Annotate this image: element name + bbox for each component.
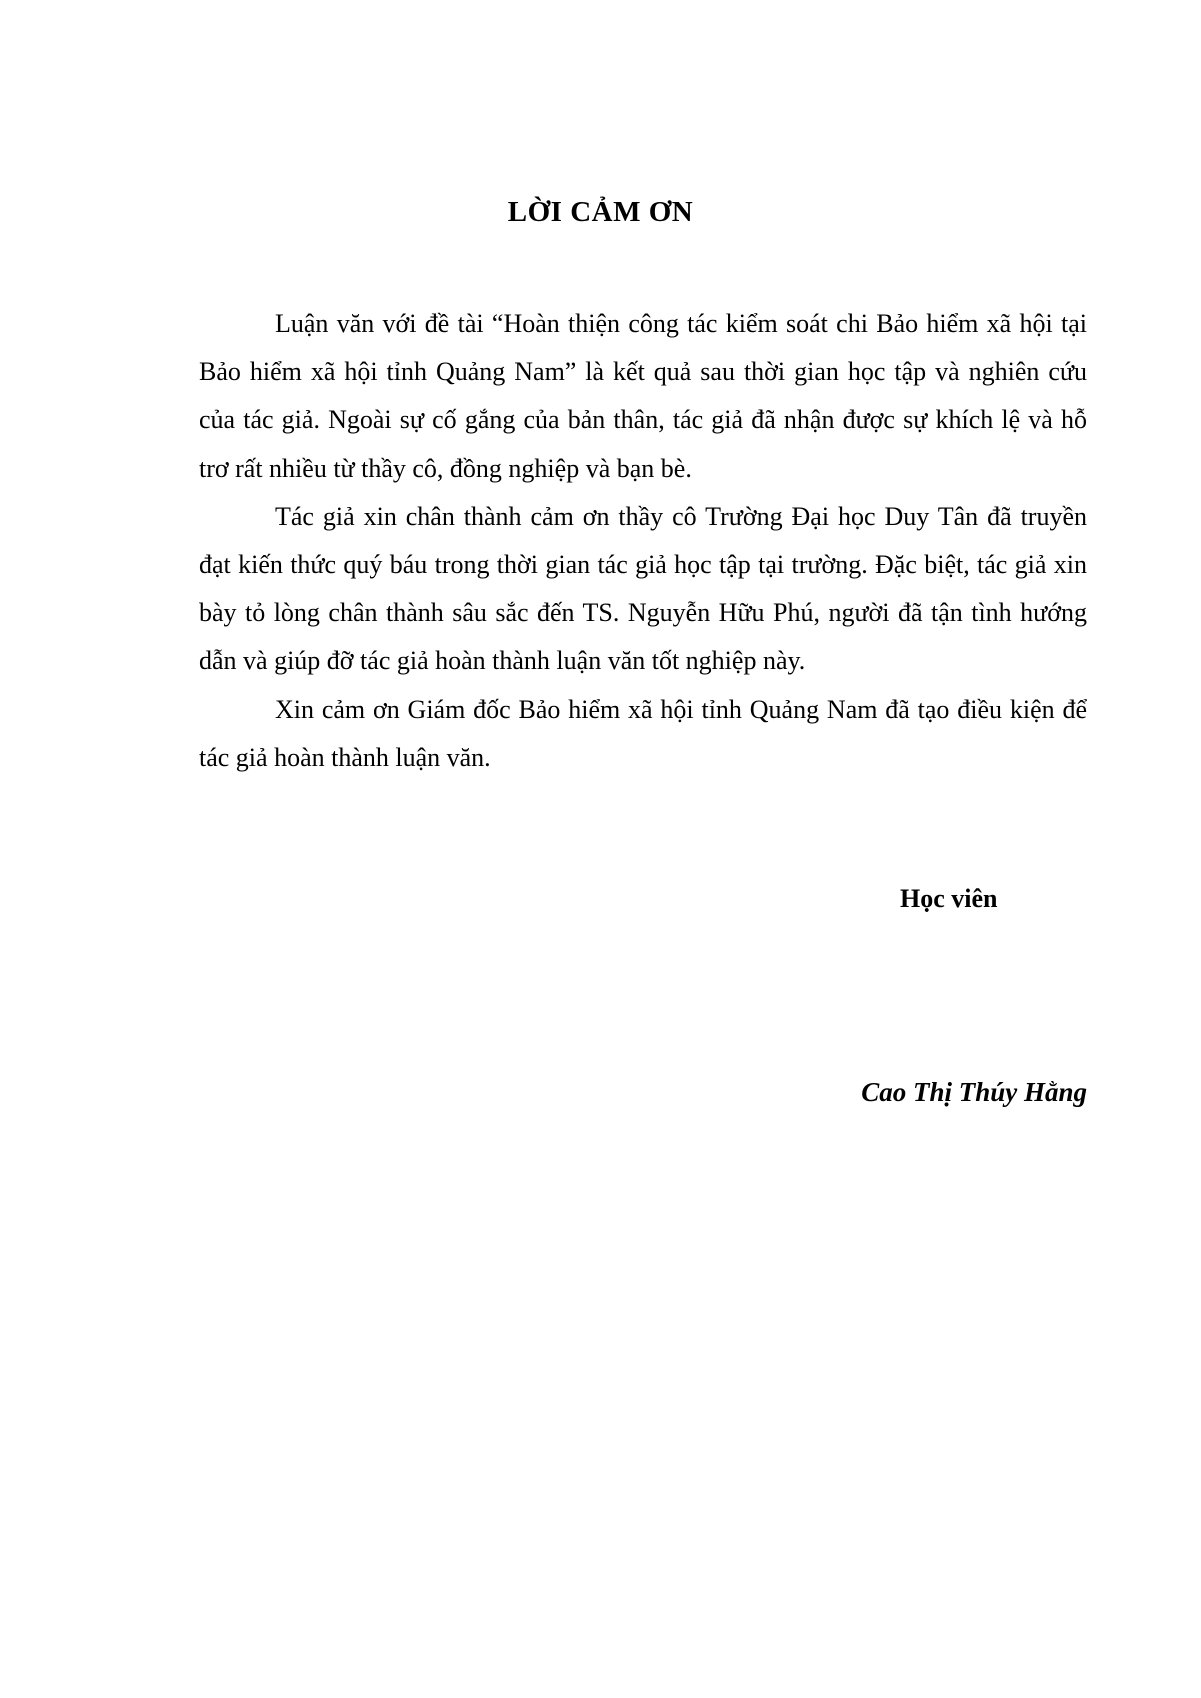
author-name: Cao Thị Thúy Hằng [861, 1077, 1087, 1107]
page-title: LỜI CẢM ƠN [507, 196, 694, 228]
paragraph-2: Tác giả xin chân thành cảm ơn thầy cô Trường Đại học Duy Tân đã truyền đạt kiến thức quý báu trong thời gian tác giả học tập tại trường. Đặc biệt, tác giả xin bày tỏ lòng chân thành sâu sắc đến TS. Nguyễn Hữu Phú, người đã tận tình hướng dẫn và giúp đỡ tác giả hoàn thành luận văn tốt nghiệp này. [199, 501, 1087, 676]
paragraph-1: Luận văn với đề tài “Hoàn thiện công tác kiểm soát chi Bảo hiểm xã hội tại Bảo hiểm xã hội tỉnh Quảng Nam” là kết quả sau thời gian học tập và nghiên cứu của tác giả. Ngoài sự cố gắng của bản thân, tác giả đã nhận được sự khích lệ và hỗ trơ rất nhiều từ thầy cô, đồng nghiệp và bạn bè. [199, 309, 1087, 483]
signoff-role: Học viên [900, 884, 998, 913]
paragraph-3: Xin cảm ơn Giám đốc Bảo hiểm xã hội tỉnh Quảng Nam đã tạo điều kiện để tác giả hoàn thành luận văn. [199, 694, 1087, 772]
acknowledgement-body [199, 300, 1087, 782]
